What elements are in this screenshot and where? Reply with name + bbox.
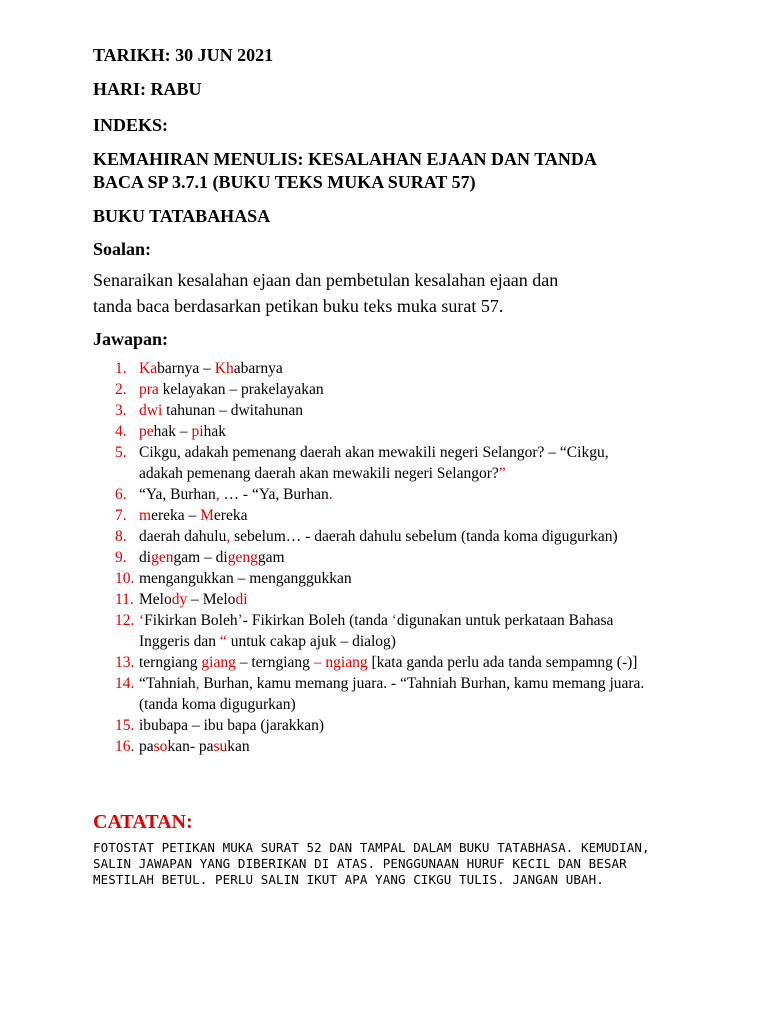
answer-text: hak [203,423,226,440]
answer-number: 10. [115,570,135,587]
answer-text: “Ya, Burhan [139,486,216,503]
answer-item [93,673,653,715]
answer-text: kan [227,738,250,755]
answer-item [93,484,653,505]
answer-text: [kata ganda perlu ada tanda sempamng (-)] [367,654,638,671]
answer-correction-text: , [215,486,220,503]
answer-correction-text: so [153,738,168,755]
answer-correction-text: di [235,591,248,608]
answer-text: hak – [153,423,192,440]
answer-text: gukkan – mengang [188,570,307,587]
answer-text: Fikirkan Boleh [144,612,238,629]
answer-text: pa [139,738,154,755]
answer-text: – Melo [187,591,236,608]
answer-text: mengan [139,570,189,587]
answer-text: Burhan, kamu memang juara. - “Tahniah Burhan, kamu memang juara. (tanda koma digugurkan) [139,675,645,713]
answer-text: ereka – [151,507,201,524]
answer-correction-text: giang [201,654,236,671]
answer-item [93,547,653,568]
answer-text: kelayakan – prakelayakan [158,381,324,398]
answer-number: 15. [115,717,135,734]
answer-text: - Fikirkan Boleh (tanda [242,612,392,629]
answer-correction-text: pe [139,423,154,440]
answer-number: 5. [115,444,127,461]
answer-item [93,652,653,673]
answer-number: 4. [115,423,127,440]
index-heading: INDEKS: [93,115,169,135]
answer-text: ibubapa – ibu bapa (jarakkan) [139,717,325,734]
book-heading: BUKU TATABAHASA [93,206,271,226]
answer-number: 11. [115,591,134,608]
answer-number: 6. [115,486,127,503]
answer-text: digunakan untuk perkataan Bahasa Inggeris dan [139,612,614,650]
answer-list [93,358,653,757]
answer-item [93,379,653,400]
answer-text: daerah dahulu [139,528,227,545]
answer-correction-text: geng [227,549,258,566]
answer-correction-text: M [200,507,214,524]
answer-text: – terngiang [235,654,314,671]
answer-correction-text: . [328,486,333,503]
answer-text: barnya – [157,360,215,377]
answer-item [93,421,653,442]
answer-number: 3. [115,402,127,419]
answer-item [93,442,653,484]
answer-text: gam – di [173,549,228,566]
answer-number: 1. [115,360,127,377]
notes-text: FOTOSTAT PETIKAN MUKA SURAT 52 DAN TAMPAL DALAM BUKU TATABHASA. KEMUDIAN, SALIN JAWAPAN YANG DIBERIKAN DI ATAS. PENGGUNAAN HURUF KECIL DAN BESAR MESTILAH BETUL. PERLU SALIN IKUT APA YANG CIKGU TULIS. JANGAN UBAH. [93,840,650,887]
answer-correction-text: gen [151,549,174,566]
answer-number: 8. [115,528,127,545]
answer-item [93,358,653,379]
answer-correction-text: – ngiang [313,654,368,671]
day-heading: HARI: RABU [93,79,202,99]
answer-correction-text: ‘ [391,612,397,629]
answer-correction-text: m [139,507,152,524]
skill-heading-line1: KEMAHIRAN MENULIS: KESALAHAN EJAAN DAN TANDA [93,149,597,169]
answer-item [93,505,653,526]
answer-text: abarnya [233,360,283,377]
answer-correction-text: su [213,738,228,755]
answer-item [93,526,653,547]
answer-text: di [139,549,152,566]
answer-heading: Jawapan: [93,329,169,349]
question-line-1: Senaraikan kesalahan ejaan dan pembetulan kesalahan ejaan dan [93,270,559,290]
answer-text: terngiang [139,654,202,671]
question-heading: Soalan: [93,239,152,259]
answer-number: 9. [115,549,127,566]
answer-correction-text: pra [139,381,159,398]
answer-text: gukkan [306,570,352,587]
answer-item [93,736,653,757]
answer-correction-text: ” [498,465,506,482]
answer-text: tahunan – dwitahunan [162,402,304,419]
answer-text: Cikgu, adakah pemenang daerah akan mewakili negeri Selangor? – “Cikgu, adakah pemenang daerah akan mewakili negeri Selangor? [139,444,609,482]
answer-number: 12. [115,612,135,629]
answer-number: 7. [115,507,127,524]
answer-text: sebelum… - daerah dahulu sebelum (tanda koma digugurkan) [230,528,618,545]
answer-correction-text: ’ [237,612,243,629]
answer-text: … - “Ya, Burhan [219,486,329,503]
answer-text: ereka [213,507,248,524]
answer-correction-text: Ka [139,360,158,377]
answer-correction-text: ‘ [139,612,145,629]
question-line-2: tanda baca berdasarkan petikan buku teks muka surat 57. [93,296,504,316]
answer-text: untuk cakap ajuk – dialog) [226,633,396,650]
answer-text: gam [257,549,285,566]
question-text [93,267,693,319]
answer-correction-text: , [195,675,200,692]
answer-item [93,400,653,421]
answer-correction-text: “ [219,633,227,650]
answer-text: kan- pa [167,738,214,755]
answer-number: 2. [115,381,127,398]
date-heading: TARIKH: 30 JUN 2021 [93,45,274,65]
answer-correction-text: dwi [139,402,163,419]
skill-heading-line2: BACA SP 3.7.1 (BUKU TEKS MUKA SURAT 57) [93,172,476,192]
answer-item [93,589,653,610]
answer-number: 14. [115,675,135,692]
answer-number: 16. [115,738,135,755]
answer-correction-text: dy [171,591,188,608]
answer-correction-text: Kh [214,360,234,377]
answer-item [93,568,653,589]
answer-text: Melo [139,591,172,608]
answer-text: “Tahniah [139,675,196,692]
answer-correction-text: , [226,528,231,545]
answer-number: 13. [115,654,135,671]
answer-correction-text: pi [191,423,204,440]
notes-heading: CATATAN: [93,811,193,833]
answer-item [93,715,653,736]
answer-item [93,610,653,652]
